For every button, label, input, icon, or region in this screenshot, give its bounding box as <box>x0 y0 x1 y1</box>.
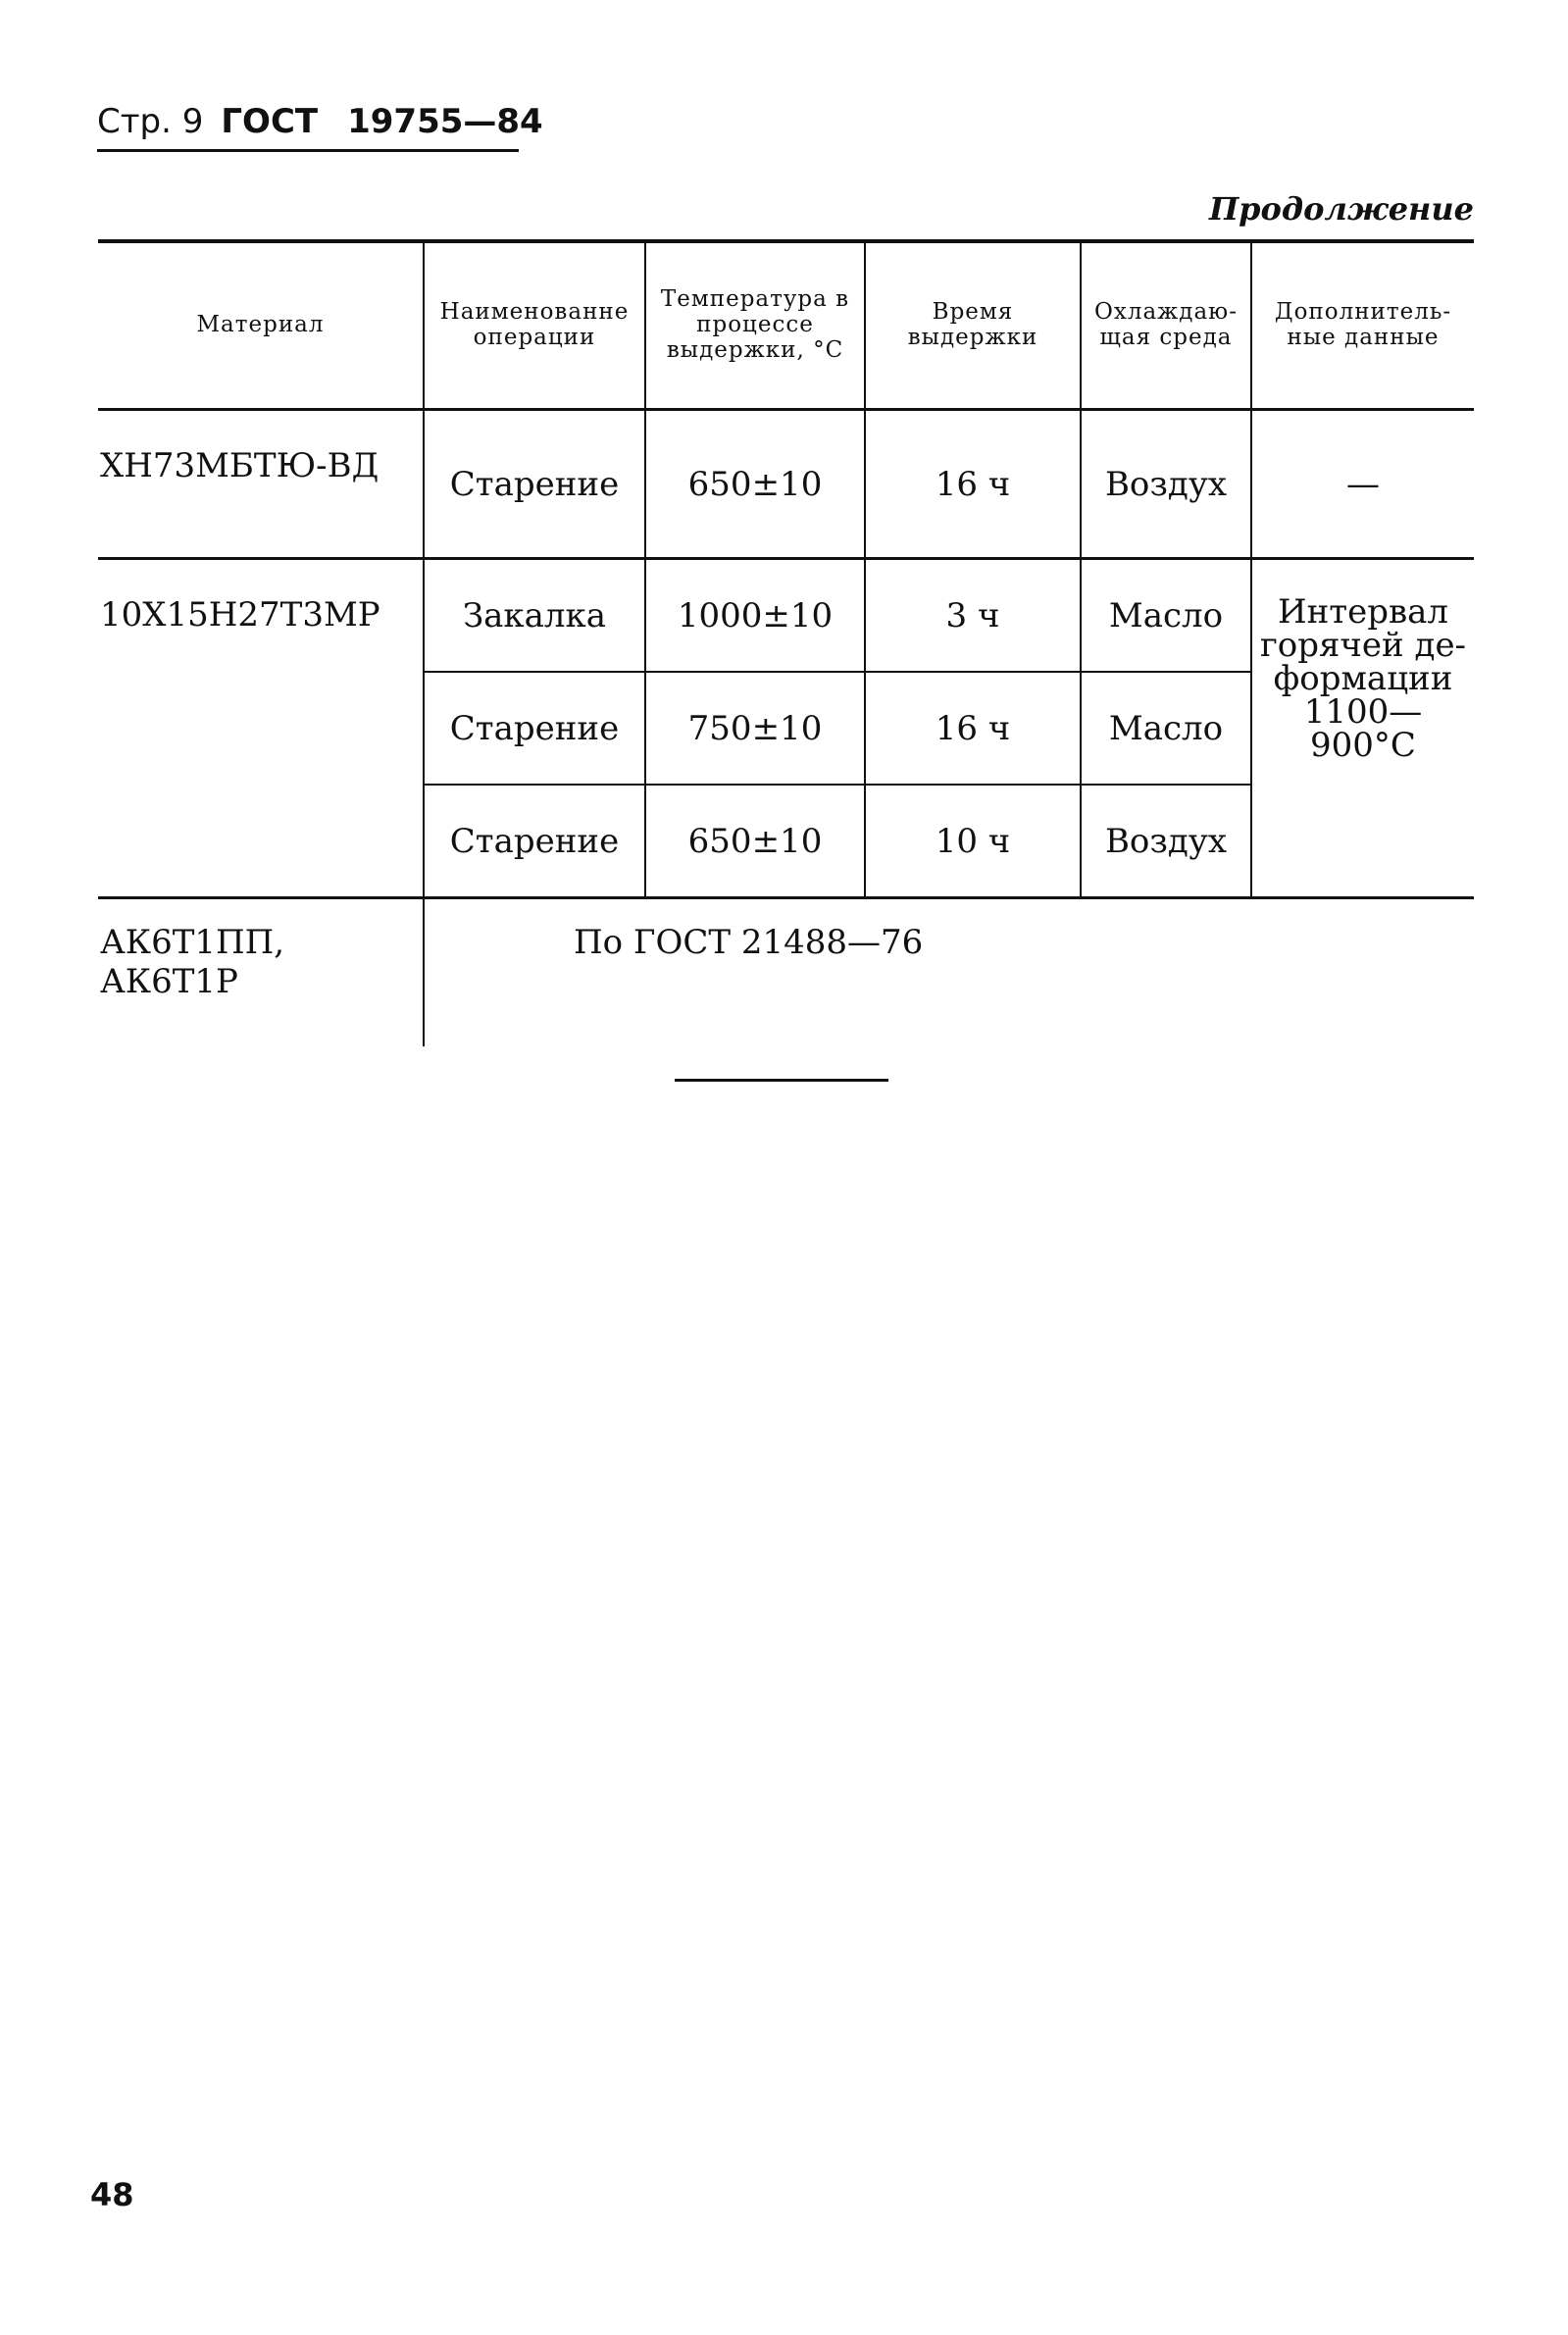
temperature-cell: 650±10 <box>645 785 865 898</box>
page-number: 48 <box>90 2176 134 2213</box>
column-header-time: Время выдержки <box>865 241 1081 410</box>
running-header <box>97 102 543 152</box>
cooling-medium-cell: Масло <box>1081 559 1251 673</box>
table-row <box>98 410 1474 559</box>
column-header-operation: Наименованне операции <box>424 241 645 410</box>
temperature-cell: 650±10 <box>645 410 865 559</box>
time-cell: 3 ч <box>865 559 1081 673</box>
time-cell: 16 ч <box>865 672 1081 785</box>
continuation-label: Продолжение <box>1208 190 1474 228</box>
temperature-cell: 1000±10 <box>645 559 865 673</box>
material-cell: ХН73МБТЮ-ВД <box>98 410 424 559</box>
time-cell: 16 ч <box>865 410 1081 559</box>
table-row <box>98 559 1474 673</box>
operation-cell: Старение <box>424 672 645 785</box>
cooling-medium-cell: Масло <box>1081 672 1251 785</box>
operation-cell: Закалка <box>424 559 645 673</box>
material-cell: АК6Т1ПП, АК6Т1Р <box>100 923 285 1001</box>
additional-cell: Интервал горячей де-формации 1100—900°С <box>1251 559 1474 898</box>
column-header-cooling-medium: Охлаждаю-щая среда <box>1081 241 1251 410</box>
time-cell: 10 ч <box>865 785 1081 898</box>
cooling-medium-cell: Воздух <box>1081 785 1251 898</box>
closing-rule <box>675 1079 888 1082</box>
table-row <box>98 898 1474 1047</box>
table-header <box>98 241 1474 410</box>
temperature-cell: 750±10 <box>645 672 865 785</box>
column-header-temperature: Температура в процессе выдержки, °С <box>645 241 865 410</box>
operation-cell: Старение <box>424 785 645 898</box>
table-header-row <box>98 241 1474 410</box>
operation-cell: Старение <box>424 410 645 559</box>
page-label: Стр. 9 <box>97 102 204 141</box>
table-body <box>98 410 1474 1047</box>
reference-cell: По ГОСТ 21488—76 <box>424 898 1474 1047</box>
material-cell: 10Х15Н27Т3МР <box>98 559 424 898</box>
column-header-additional: Дополнитель-ные данные <box>1251 241 1474 410</box>
standard-label: ГОСТ <box>221 102 319 141</box>
cooling-medium-cell: Воздух <box>1081 410 1251 559</box>
heat-treatment-table <box>98 239 1474 1046</box>
column-header-material: Материал <box>98 241 424 410</box>
standard-number: 19755—84 <box>347 102 543 141</box>
additional-cell: — <box>1251 410 1474 559</box>
